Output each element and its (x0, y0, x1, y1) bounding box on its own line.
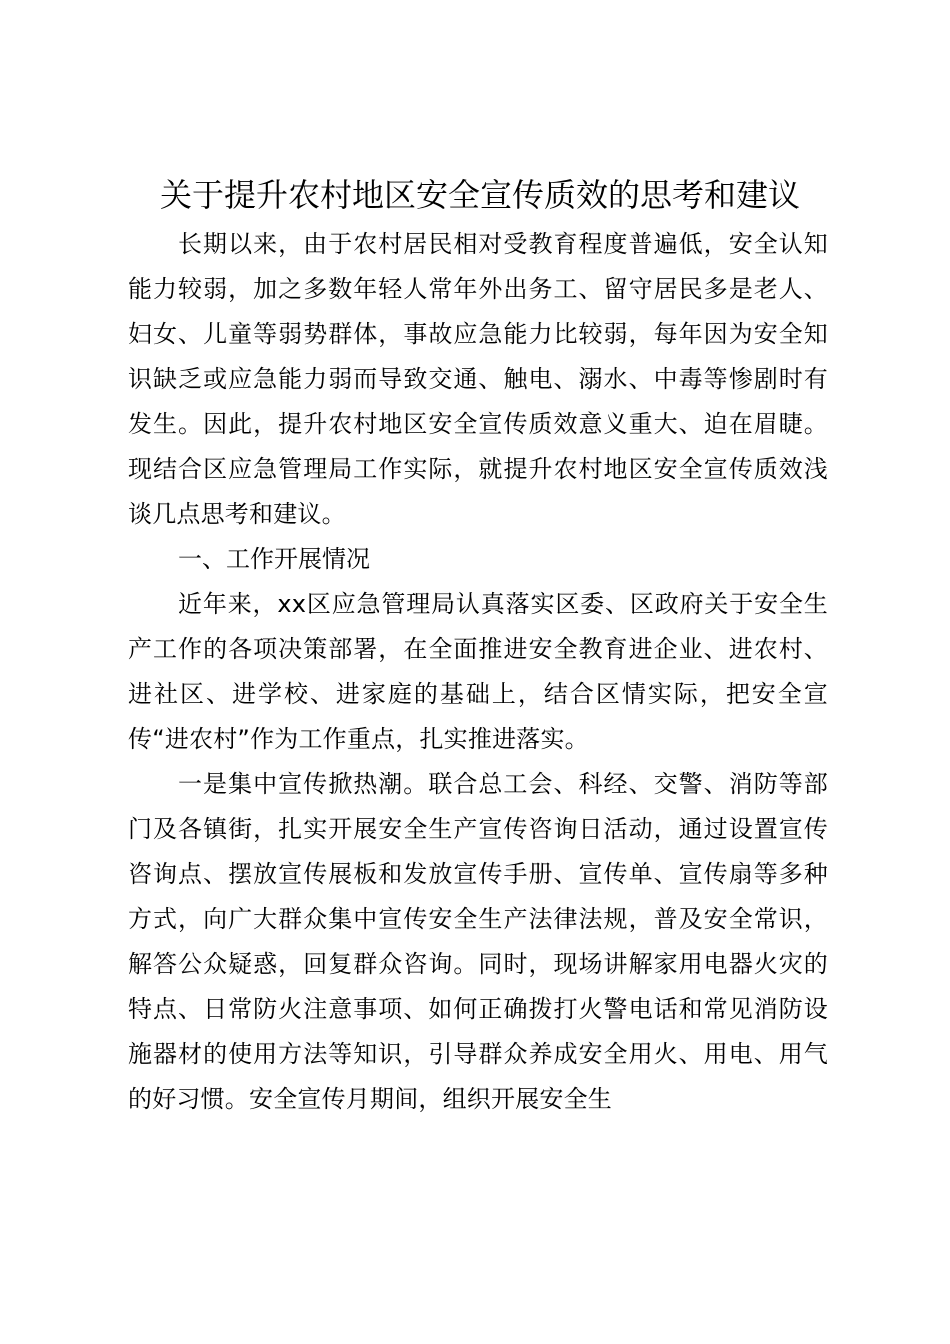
document-body (128, 222, 828, 1122)
paragraph-centralized-publicity: 一是集中宣传掀热潮。联合总工会、科经、交警、消防等部门及各镇街，扎实开展安全生产宣传咨询日活动，通过设置宣传咨询点、摆放宣传展板和发放宣传手册、宣传单、宣传扇等多种方式，向广大群众集中宣传安全生产法律法规，普及安全常识，解答公众疑惑，回复群众咨询。同时，现场讲解家用电器火灾的特点、日常防火注意事项、如何正确拨打火警电话和常见消防设施器材的使用方法等知识，引导群众养成安全用火、用电、用气的好习惯。安全宣传月期间，组织开展安全生 (128, 770, 828, 1113)
section-heading-work-progress: 一、工作开展情况 (178, 545, 370, 573)
paragraph-intro: 长期以来，由于农村居民相对受教育程度普遍低，安全认知能力较弱，加之多数年轻人常年外出务工、留守居民多是老人、妇女、儿童等弱势群体，事故应急能力比较弱，每年因为安全知识缺乏或应急能力弱而导致交通、触电、溺水、中毒等惨剧时有发生。因此，提升农村地区安全宣传质效意义重大、迫在眉睫。现结合区应急管理局工作实际，就提升农村地区安全宣传质效浅谈几点思考和建议。 (128, 230, 828, 528)
paragraph-recent-years: 近年来，xx区应急管理局认真落实区委、区政府关于安全生产工作的各项决策部署，在全面推进安全教育进企业、进农村、进社区、进学校、进家庭的基础上，结合区情实际，把安全宣传“进农村”作为工作重点，扎实推进落实。 (128, 590, 828, 753)
document-title: 关于提升农村地区安全宣传质效的思考和建议 (159, 176, 800, 214)
